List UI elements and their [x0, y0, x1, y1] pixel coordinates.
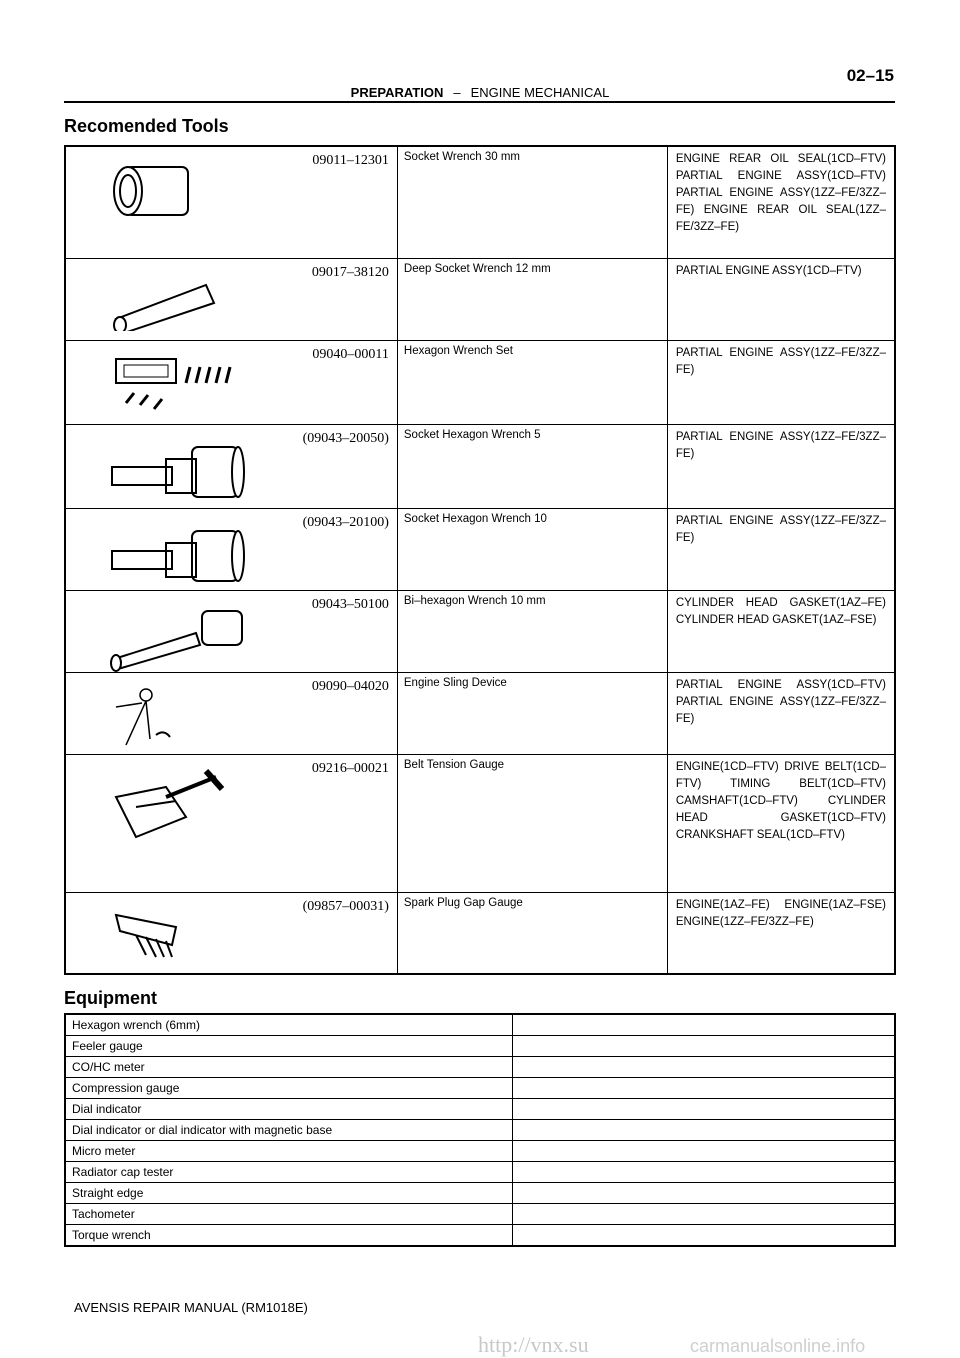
part-number: (09857–00031): [302, 898, 389, 914]
equipment-row: [65, 1099, 895, 1120]
tool-image-cell: [65, 892, 397, 974]
bi-hex-icon: [106, 603, 256, 678]
tool-name: Deep Socket Wrench 12 mm: [397, 258, 667, 340]
tool-row: [65, 892, 895, 974]
tool-name: Socket Hexagon Wrench 5: [397, 424, 667, 508]
equipment-item: Compression gauge: [65, 1078, 513, 1099]
tool-row: [65, 146, 895, 258]
equipment-note: [513, 1204, 896, 1225]
tool-image-cell: [65, 590, 397, 672]
tool-row: [65, 672, 895, 754]
equipment-item: Straight edge: [65, 1183, 513, 1204]
tool-image-cell: [65, 340, 397, 424]
equipment-row: [65, 1204, 895, 1225]
tool-applies: ENGINE(1AZ–FE) ENGINE(1AZ–FSE) ENGINE(1ZZ–FE/3ZZ–FE): [667, 892, 895, 974]
equipment-item: Tachometer: [65, 1204, 513, 1225]
tool-applies: ENGINE REAR OIL SEAL(1CD–FTV) PARTIAL ENGINE ASSY(1CD–FTV) PARTIAL ENGINE ASSY(1ZZ–FE/3ZZ–FE) ENGINE REAR OIL SEAL(1ZZ–FE/3ZZ–FE): [667, 146, 895, 258]
part-number: 09017–38120: [311, 264, 389, 280]
deep-socket-icon: [106, 271, 226, 336]
tool-applies: PARTIAL ENGINE ASSY(1ZZ–FE/3ZZ–FE): [667, 508, 895, 590]
tools-table: [64, 145, 896, 975]
equipment-note: [513, 1141, 896, 1162]
header-subsection: ENGINE MECHANICAL: [470, 85, 610, 100]
part-number: 09216–00021: [311, 760, 389, 776]
tool-applies: PARTIAL ENGINE ASSY(1CD–FTV) PARTIAL ENGINE ASSY(1ZZ–FE/3ZZ–FE): [667, 672, 895, 754]
equipment-row: [65, 1141, 895, 1162]
tool-applies: PARTIAL ENGINE ASSY(1ZZ–FE/3ZZ–FE): [667, 340, 895, 424]
hex-socket-icon: [106, 521, 256, 596]
part-number: (09043–20050): [302, 430, 389, 446]
equipment-note: [513, 1036, 896, 1057]
tool-row: [65, 508, 895, 590]
header-section: PREPARATION: [350, 85, 444, 100]
equipment-item: CO/HC meter: [65, 1057, 513, 1078]
equipment-note: [513, 1120, 896, 1141]
tool-row: [65, 258, 895, 340]
tool-name: Engine Sling Device: [397, 672, 667, 754]
hex-socket-icon: [106, 437, 256, 512]
equipment-row: [65, 1014, 895, 1036]
tension-gauge-icon: [106, 767, 256, 862]
watermark-link[interactable]: http://vnx.su: [478, 1332, 589, 1357]
part-number: 09043–50100: [311, 596, 389, 612]
equipment-item: Hexagon wrench (6mm): [65, 1014, 513, 1036]
tool-image-cell: [65, 508, 397, 590]
tool-row: [65, 590, 895, 672]
equipment-item: Feeler gauge: [65, 1036, 513, 1057]
tool-applies: PARTIAL ENGINE ASSY(1CD–FTV): [667, 258, 895, 340]
recommended-tools-title: Recomended Tools: [64, 116, 229, 136]
socket-icon: [106, 159, 196, 228]
equipment-row: [65, 1225, 895, 1247]
equipment-item: Dial indicator or dial indicator with magnetic base: [65, 1120, 513, 1141]
equipment-note: [513, 1162, 896, 1183]
equipment-note: [513, 1225, 896, 1247]
sling-icon: [106, 685, 186, 762]
equipment-item: Micro meter: [65, 1141, 513, 1162]
tool-image-cell: [65, 424, 397, 508]
tool-name: Hexagon Wrench Set: [397, 340, 667, 424]
equipment-item: Radiator cap tester: [65, 1162, 513, 1183]
tool-name: Belt Tension Gauge: [397, 754, 667, 892]
tool-row: [65, 340, 895, 424]
part-number: 09090–04020: [311, 678, 389, 694]
equipment-row: [65, 1036, 895, 1057]
equipment-row: [65, 1057, 895, 1078]
tool-image-cell: [65, 754, 397, 892]
tool-image-cell: [65, 146, 397, 258]
equipment-row: [65, 1120, 895, 1141]
tool-applies: PARTIAL ENGINE ASSY(1ZZ–FE/3ZZ–FE): [667, 424, 895, 508]
part-number: 09040–00011: [312, 346, 389, 362]
tool-name: Spark Plug Gap Gauge: [397, 892, 667, 974]
equipment-row: [65, 1078, 895, 1099]
equipment-item: Torque wrench: [65, 1225, 513, 1247]
equipment-note: [513, 1014, 896, 1036]
equipment-note: [513, 1057, 896, 1078]
tool-name: Socket Hexagon Wrench 10: [397, 508, 667, 590]
tool-image-cell: [65, 258, 397, 340]
page-header: [0, 85, 960, 100]
equipment-row: [65, 1162, 895, 1183]
tool-applies: ENGINE(1CD–FTV) DRIVE BELT(1CD–FTV) TIMING BELT(1CD–FTV) CAMSHAFT(1CD–FTV) CYLINDER HEAD GASKET(1CD–FTV) CRANKSHAFT SEAL(1CD–FTV): [667, 754, 895, 892]
tool-name: Socket Wrench 30 mm: [397, 146, 667, 258]
header-rule: [64, 101, 895, 103]
part-number: 09011–12301: [312, 153, 389, 168]
equipment-item: Dial indicator: [65, 1099, 513, 1120]
tool-applies: CYLINDER HEAD GASKET(1AZ–FE) CYLINDER HEAD GASKET(1AZ–FSE): [667, 590, 895, 672]
tool-row: [65, 754, 895, 892]
tool-row: [65, 424, 895, 508]
tool-name: Bi–hexagon Wrench 10 mm: [397, 590, 667, 672]
watermark-site: carmanualsonline.info: [690, 1336, 866, 1356]
equipment-note: [513, 1078, 896, 1099]
gap-gauge-icon: [106, 905, 206, 970]
hex-set-icon: [106, 353, 246, 428]
equipment-note: [513, 1183, 896, 1204]
tool-image-cell: [65, 672, 397, 754]
equipment-note: [513, 1099, 896, 1120]
header-separator: –: [453, 85, 461, 100]
footer: AVENSIS REPAIR MANUAL (RM1018E): [74, 1300, 308, 1315]
equipment-row: [65, 1183, 895, 1204]
page-number: 02–15: [846, 66, 894, 85]
equipment-table: [64, 1013, 896, 1247]
part-number: (09043–20100): [302, 514, 389, 530]
equipment-title: Equipment: [64, 988, 157, 1008]
